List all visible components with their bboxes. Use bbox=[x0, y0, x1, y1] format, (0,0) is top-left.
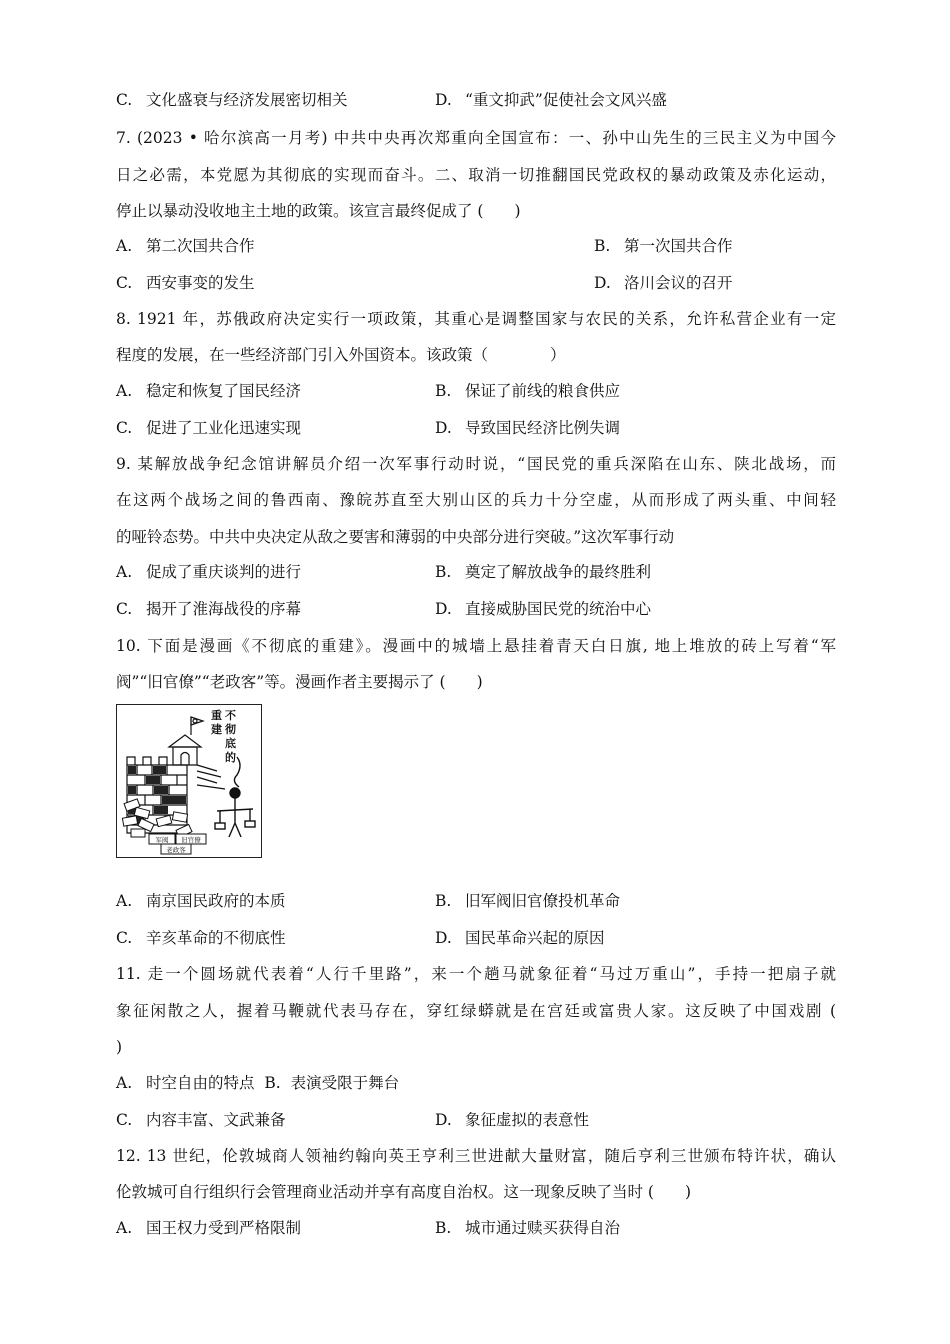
cartoon-title-char: 建 bbox=[211, 723, 222, 736]
question-10-option-a: A. 南京国民政府的本质 bbox=[116, 892, 286, 910]
question-11-stem-line-3: ) bbox=[116, 1038, 123, 1056]
question-11-stem-line-2: 象征闲散之人，握着马鞭就代表马存在，穿红绿蟒就是在宫廷或富贵人家。这反映了中国戏剧 ( bbox=[116, 1002, 836, 1020]
brick-label-old-politician: 老政客 bbox=[166, 846, 186, 854]
option-d: D. “重文抑武”促使社会文风兴盛 bbox=[435, 91, 667, 109]
option-c: C. 文化盛衰与经济发展密切相关 bbox=[116, 91, 348, 109]
question-9-stem-line-3: 的哑铃态势。中共中央决定从敌之要害和薄弱的中央部分进行突破。”这次军事行动 bbox=[116, 528, 675, 546]
question-12-option-b: B. 城市通过赎买获得自治 bbox=[435, 1219, 621, 1237]
question-8-option-a: A. 稳定和恢复了国民经济 bbox=[116, 382, 302, 400]
question-8-stem-line-1: 8. 1921 年，苏俄政府决定实行一项政策，其重心是调整国家与农民的关系，允许私营企业有一定 bbox=[116, 310, 836, 328]
question-11-option-c: C. 内容丰富、文武兼备 bbox=[116, 1111, 286, 1129]
question-9-stem-line-1: 9. 某解放战争纪念馆讲解员介绍一次军事行动时说，“国民党的重兵深陷在山东、陕北战场，而 bbox=[116, 455, 836, 473]
question-11-stem-line-1: 11. 走一个圆场就代表着“人行千里路”，来一个趟马就象征着“马过万重山”，手持一把扇子就 bbox=[116, 965, 836, 983]
question-7-stem-line-1: 7. (2023 • 哈尔滨高一月考) 中共中央再次郑重向全国宣布：一、孙中山先生的三民主义为中国今 bbox=[116, 129, 836, 147]
question-12-stem-line-2: 伦敦城可自行组织行会管理商业活动并享有高度自治权。这一现象反映了当时 ( ) bbox=[116, 1183, 692, 1201]
question-10-option-c: C. 辛亥革命的不彻底性 bbox=[116, 929, 286, 947]
cartoon-title-char: 底 bbox=[225, 737, 236, 750]
question-9-option-b: B. 奠定了解放战争的最终胜利 bbox=[435, 563, 652, 581]
brick-label-warlord: 军阀 bbox=[155, 836, 169, 844]
question-10-option-d: D. 国民革命兴起的原因 bbox=[435, 929, 605, 947]
question-10-option-b: B. 旧军阀旧官僚投机革命 bbox=[435, 892, 621, 910]
question-12-stem-line-1: 12. 13 世纪，伦敦城商人领袖约翰向英王亨利三世进献大量财富，随后亨利三世颁布特许状，确认 bbox=[116, 1147, 836, 1165]
question-8-option-d: D. 导致国民经济比例失调 bbox=[435, 419, 621, 437]
question-8-option-c: C. 促进了工业化迅速实现 bbox=[116, 419, 302, 437]
question-9-option-d: D. 直接威胁国民党的统治中心 bbox=[435, 600, 652, 618]
cartoon-title-char: 不 bbox=[225, 709, 236, 722]
question-10-stem-line-2: 阀”“旧官僚”“老政客”等。漫画作者主要揭示了 ( ) bbox=[116, 673, 483, 691]
cartoon-incomplete-reconstruction bbox=[116, 704, 262, 858]
question-7-option-d: D. 洛川会议的召开 bbox=[594, 274, 733, 292]
cartoon-title-char: 重 bbox=[211, 709, 222, 722]
question-7-stem-line-2: 日之必需，本党愿为其彻底的实现而奋斗。二、取消一切推翻国民党政权的暴动政策及赤化运动， bbox=[116, 166, 836, 184]
question-12-option-a: A. 国王权力受到严格限制 bbox=[116, 1219, 302, 1237]
question-7-option-c: C. 西安事变的发生 bbox=[116, 274, 255, 292]
question-11-option-d: D. 象征虚拟的表意性 bbox=[435, 1111, 590, 1129]
question-11-option-ab: A. 时空自由的特点 B. 表演受限于舞台 bbox=[116, 1074, 400, 1092]
brick-label-old-bureaucrat: 旧官僚 bbox=[181, 836, 201, 844]
question-9-option-a: A. 促成了重庆谈判的进行 bbox=[116, 563, 302, 581]
question-7-option-b: B. 第一次国共合作 bbox=[594, 237, 733, 255]
question-7-stem-line-3: 停止以暴动没收地主土地的政策。该宣言最终促成了 ( ) bbox=[116, 202, 521, 220]
cartoon-title-char: 彻 bbox=[225, 723, 236, 736]
question-8-option-b: B. 保证了前线的粮食供应 bbox=[435, 382, 621, 400]
question-9-option-c: C. 揭开了淮海战役的序幕 bbox=[116, 600, 302, 618]
question-10-stem-line-1: 10. 下面是漫画《不彻底的重建》。漫画中的城墙上悬挂着青天白日旗, 地上堆放的砖上写着“军 bbox=[116, 637, 836, 655]
question-9-stem-line-2: 在这两个战场之间的鲁西南、豫皖苏直至大别山区的兵力十分空虚，从而形成了两头重、中间轻 bbox=[116, 491, 836, 509]
question-7-option-a: A. 第二次国共合作 bbox=[116, 237, 255, 255]
cartoon-title-char: 的 bbox=[225, 751, 236, 764]
question-8-stem-line-2: 程度的发展，在一些经济部门引入外国资本。该政策（ ） bbox=[116, 346, 566, 364]
